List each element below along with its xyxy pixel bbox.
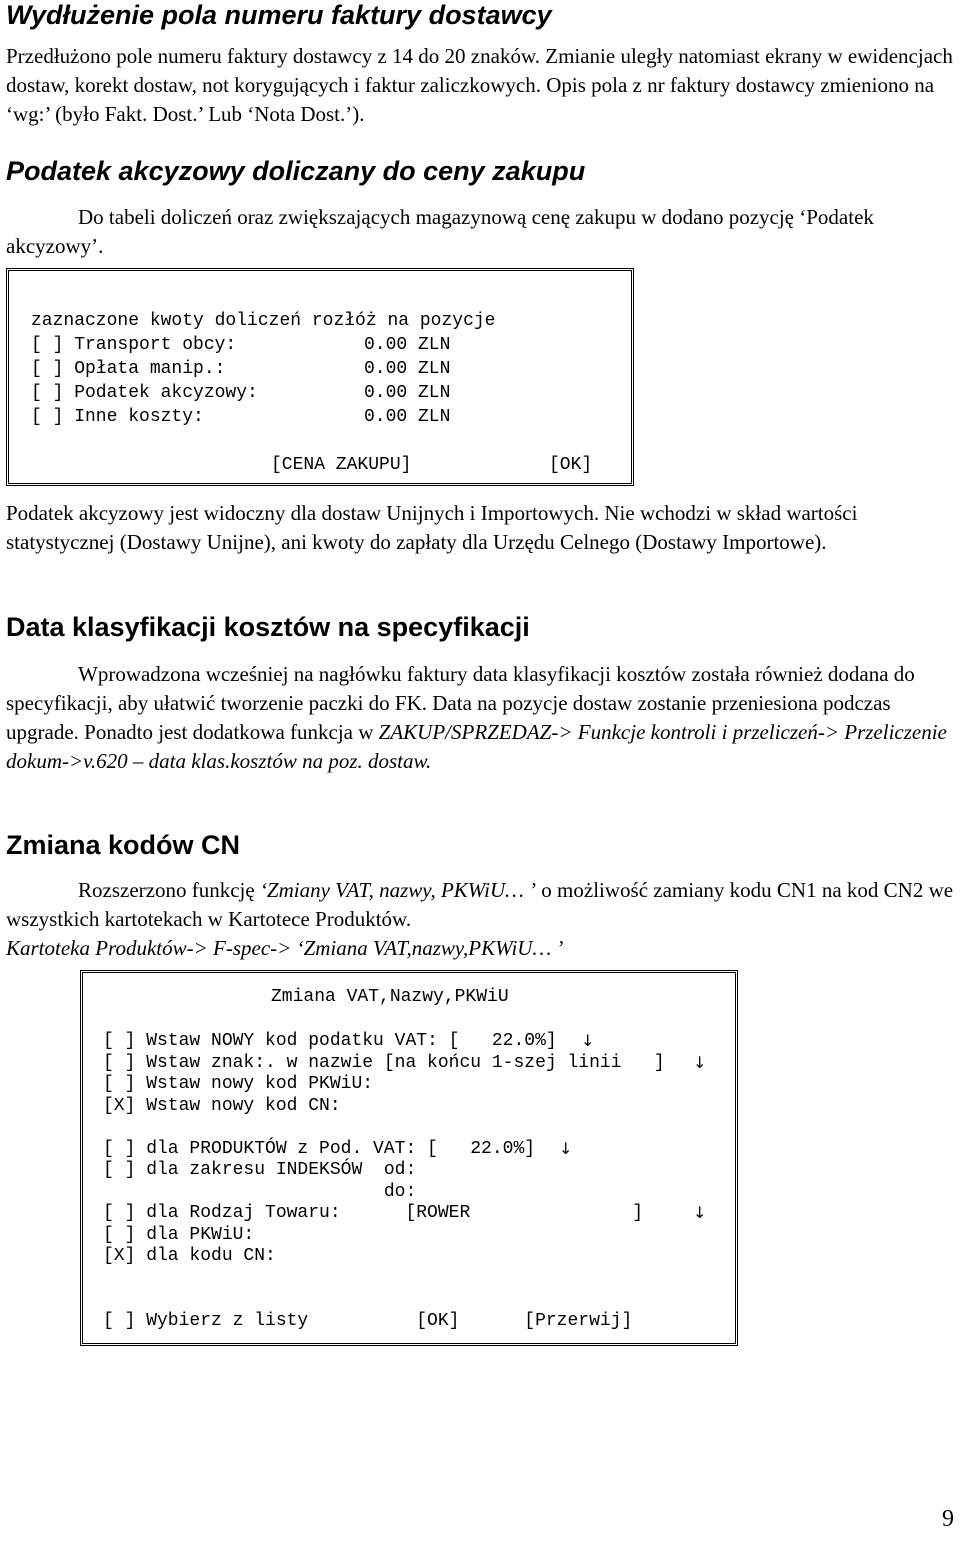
para-cn-codes [6, 876, 956, 934]
para-invoice-field: Przedłużono pole numeru faktury dostawcy z 14 do 20 znaków. Zmianie uległy natomiast ekrany w ewidencjach dostaw, korekt dostaw, not korygujących i faktur zaliczkowych. Opis pola z nr faktury dostawcy zmieniono na ‘wg:’ (było Fakt. Dost.’ Lub ‘Nota Dost.’). [6, 44, 953, 126]
para-cost-text: Wprowadzona wcześniej na nagłówku faktury data klasyfikacji kosztów została również dodana do specyfikacji, aby ułatwić tworzenie paczki do FK. Data na pozycje dostaw zostanie przeniesiona podczas upgrade. Ponadto jest dodatkowa funkcja w [6, 662, 915, 744]
para-cn-text-b: o możliwość zamiany kodu CN1 na kod CN2 we wszystkich kartotekach w Kartotece Produktów. [6, 878, 954, 931]
excise-dialog-title: zaznaczone kwoty doliczeń rozłóż na pozycje [31, 311, 496, 331]
vat-dialog-line[interactable]: [ ] dla PRODUKTÓW z Pod. VAT: [ 22.0%] [103, 1139, 536, 1159]
heading-invoice-field: Wydłużenie pola numeru faktury dostawcy [6, 0, 552, 30]
vat-dialog-buttons[interactable]: [ ] Wybierz z listy [OK] [Przerwij] [103, 1311, 633, 1331]
excise-row-label[interactable]: [ ] Opłata manip.: [31, 359, 226, 379]
excise-row-value: 0.00 ZLN [364, 359, 451, 379]
dropdown-arrow-icon[interactable]: ↓ [693, 1053, 707, 1072]
vat-dialog-line[interactable]: [ ] dla zakresu INDEKSÓW od: [103, 1160, 417, 1180]
dropdown-arrow-icon[interactable]: ↓ [693, 1203, 707, 1222]
dropdown-arrow-icon[interactable]: ↓ [559, 1139, 573, 1158]
vat-dialog-line[interactable]: [X] dla kodu CN: [103, 1246, 276, 1266]
page-number: 9 [942, 1506, 954, 1532]
para-cost-classification [6, 660, 956, 776]
vat-dialog-line[interactable]: [ ] Wstaw NOWY kod podatku VAT: [ 22.0%] [103, 1031, 557, 1051]
ok-button[interactable]: [OK] [549, 455, 593, 475]
cena-zakupu-button[interactable]: [CENA ZAKUPU] [271, 455, 412, 475]
excise-dialog [6, 268, 634, 486]
para-cn-function: ‘Zmiany VAT, nazwy, PKWiU… ’ [259, 878, 537, 902]
heading-cost-classification: Data klasyfikacji kosztów na specyfikacji [6, 612, 530, 642]
excise-row-label[interactable]: [ ] Podatek akcyzowy: [31, 383, 258, 403]
excise-row-value: 0.00 ZLN [364, 383, 451, 403]
para-excise-details: Podatek akcyzowy jest widoczny dla dostaw Unijnych i Importowych. Nie wchodzi w skład wartości statystycznej (Dostawy Unijne), ani kwoty do zapłaty dla Urzędu Celnego (Dostawy Importowe). [6, 501, 858, 554]
excise-row-value: 0.00 ZLN [364, 407, 451, 427]
heading-cn-codes: Zmiana kodów CN [6, 830, 241, 860]
vat-dialog-line[interactable]: [ ] dla Rodzaj Towaru: [ROWER ] [103, 1203, 644, 1223]
vat-dialog-line[interactable]: [X] Wstaw nowy kod CN: [103, 1096, 341, 1116]
para-cn-path: Kartoteka Produktów-> F-spec-> ‘Zmiana VAT,nazwy,PKWiU… ’ [6, 936, 564, 960]
heading-excise: Podatek akcyzowy doliczany do ceny zakupu [6, 156, 586, 186]
excise-row-label[interactable]: [ ] Transport obcy: [31, 335, 237, 355]
excise-row-value: 0.00 ZLN [364, 335, 451, 355]
vat-dialog-title: Zmiana VAT,Nazwy,PKWiU [271, 987, 509, 1007]
para-excise: Do tabeli doliczeń oraz zwiększających magazynową cenę zakupu w dodano pozycję ‘Podatek akcyzowy’. [6, 205, 874, 258]
vat-dialog-line[interactable]: do: [103, 1182, 417, 1202]
excise-row-label[interactable]: [ ] Inne koszty: [31, 407, 204, 427]
para-cost-path: ZAKUP/SPRZEDAZ-> Funkcje kontroli i przeliczeń-> Przeliczenie dokum->v.620 – data klas.kosztów na poz. dostaw. [6, 720, 947, 773]
vat-dialog-line[interactable]: [ ] Wstaw nowy kod PKWiU: [103, 1074, 374, 1094]
vat-change-dialog [80, 970, 738, 1346]
para-cn-text-a: Rozszerzono funkcję [78, 878, 260, 902]
vat-dialog-line[interactable]: [ ] dla PKWiU: [103, 1225, 255, 1245]
vat-dialog-line[interactable]: [ ] Wstaw znak:. w nazwie [na końcu 1-szej linii ] [103, 1053, 665, 1073]
dropdown-arrow-icon[interactable]: ↓ [581, 1031, 595, 1050]
